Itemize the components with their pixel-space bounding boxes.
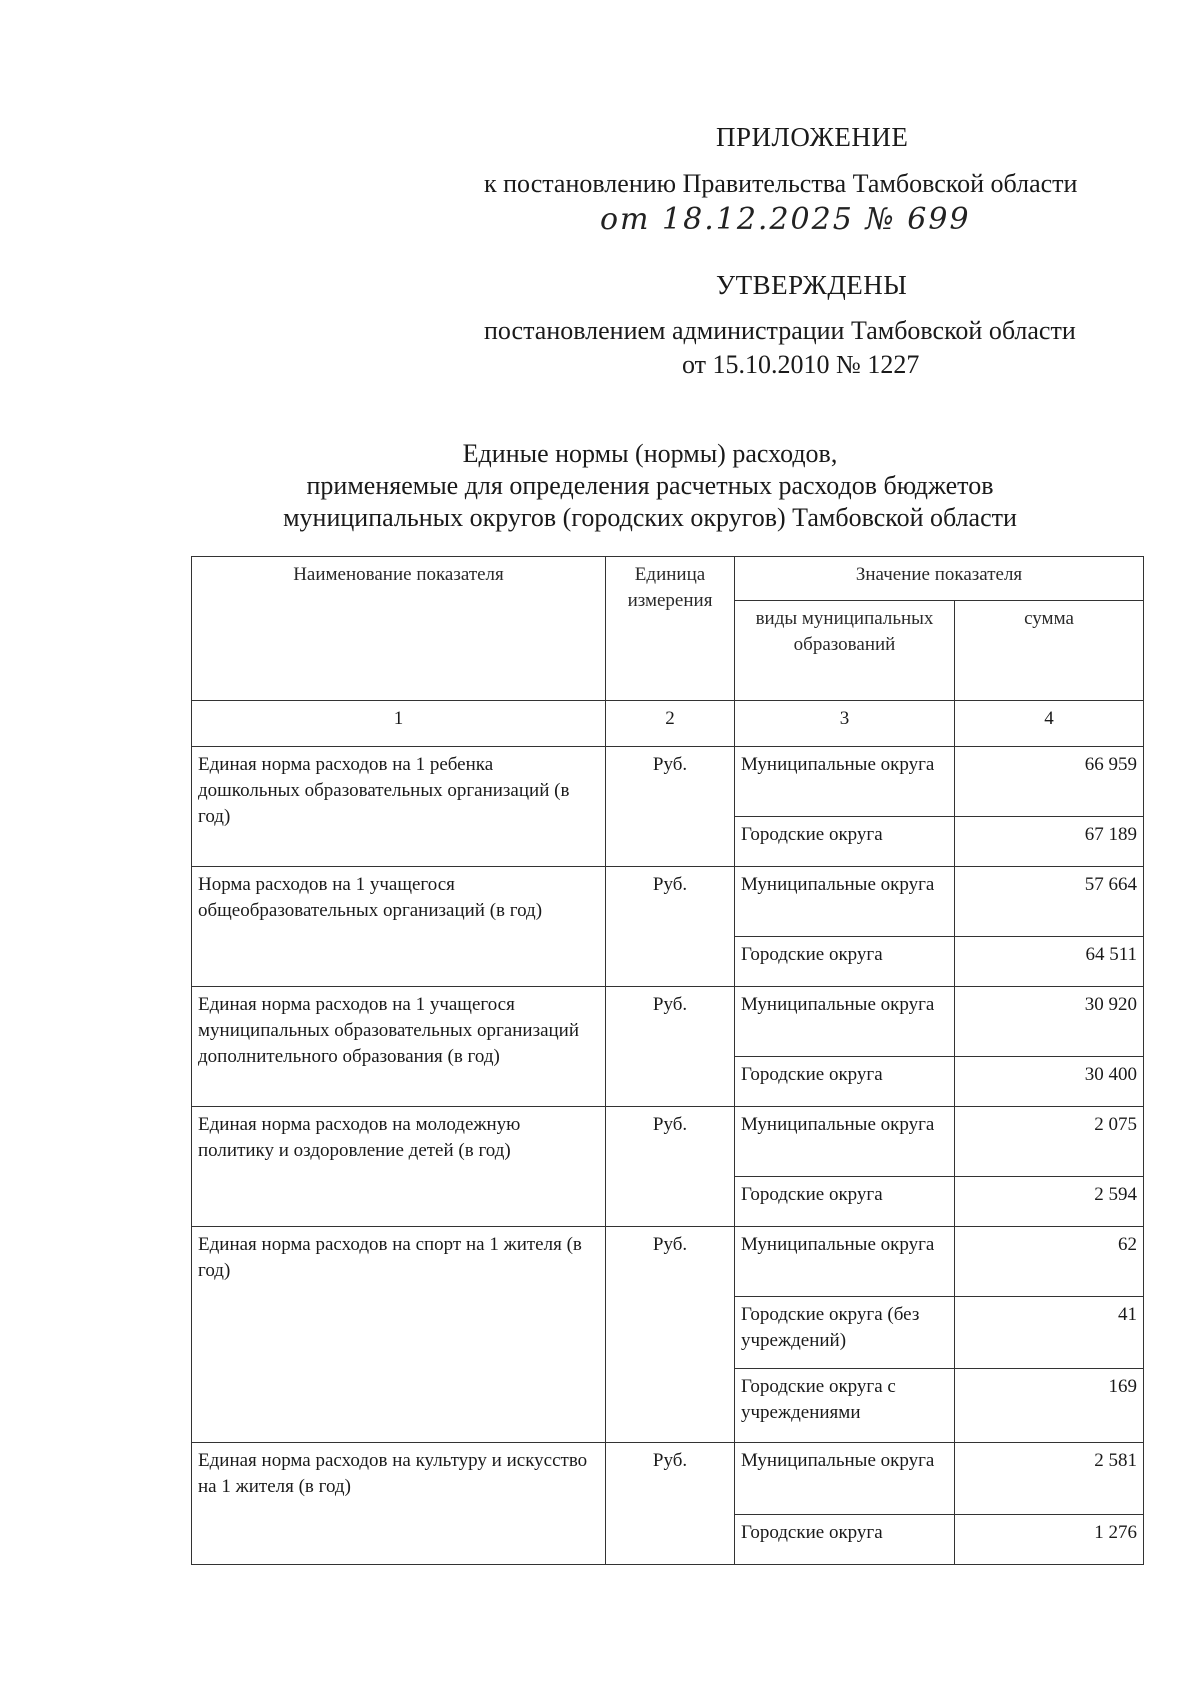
table-row bbox=[192, 1227, 1144, 1297]
row-name: Норма расходов на 1 учащегося общеобразовательных организаций (в год) bbox=[192, 867, 606, 987]
table-row bbox=[192, 1107, 1144, 1177]
row-sum: 169 bbox=[955, 1369, 1144, 1443]
row-type: Городские округа bbox=[735, 937, 955, 987]
row-type: Городские округа с учреждениями bbox=[735, 1369, 955, 1443]
handwritten-signature-date: от 18.12.2025 № 699 bbox=[600, 202, 971, 237]
norms-table bbox=[191, 556, 1144, 1565]
row-sum: 66 959 bbox=[955, 747, 1144, 817]
row-name: Единая норма расходов на 1 учащегося муниципальных образовательных организаций дополнительного образования (в год) bbox=[192, 987, 606, 1107]
row-type: Муниципальные округа bbox=[735, 987, 955, 1057]
col-number-4: 4 bbox=[955, 701, 1144, 747]
row-sum: 41 bbox=[955, 1297, 1144, 1369]
document-title bbox=[150, 438, 1150, 534]
row-sum: 2 594 bbox=[955, 1177, 1144, 1227]
row-unit: Руб. bbox=[606, 747, 735, 867]
row-unit: Руб. bbox=[606, 987, 735, 1107]
row-type: Городские округа bbox=[735, 1177, 955, 1227]
row-type: Городские округа bbox=[735, 1057, 955, 1107]
header-name: Наименование показателя bbox=[192, 557, 606, 701]
appendix-title: ПРИЛОЖЕНИЕ bbox=[716, 122, 909, 152]
row-type: Муниципальные округа bbox=[735, 1227, 955, 1297]
table-row bbox=[192, 987, 1144, 1057]
appendix-line: к постановлению Правительства Тамбовской области bbox=[484, 169, 1078, 198]
header-sum: сумма bbox=[955, 601, 1144, 701]
approved-line2: от 15.10.2010 № 1227 bbox=[682, 350, 920, 379]
row-unit: Руб. bbox=[606, 1443, 735, 1565]
row-unit: Руб. bbox=[606, 1227, 735, 1443]
row-sum: 62 bbox=[955, 1227, 1144, 1297]
header-types: виды муниципальных образований bbox=[735, 601, 955, 701]
table-row bbox=[192, 867, 1144, 937]
row-name: Единая норма расходов на 1 ребенка дошкольных образовательных организаций (в год) bbox=[192, 747, 606, 867]
document-title-line3: муниципальных округов (городских округов) Тамбовской области bbox=[283, 503, 1017, 532]
row-sum: 64 511 bbox=[955, 937, 1144, 987]
row-type: Муниципальные округа bbox=[735, 1107, 955, 1177]
col-number-1: 1 bbox=[192, 701, 606, 747]
approved-line1: постановлением администрации Тамбовской области bbox=[484, 316, 1076, 345]
row-type: Муниципальные округа bbox=[735, 747, 955, 817]
row-unit: Руб. bbox=[606, 867, 735, 987]
approved-title: УТВЕРЖДЕНЫ bbox=[716, 270, 908, 300]
row-sum: 67 189 bbox=[955, 817, 1144, 867]
row-type: Муниципальные округа bbox=[735, 1443, 955, 1515]
row-sum: 1 276 bbox=[955, 1515, 1144, 1565]
row-name: Единая норма расходов на молодежную политику и оздоровление детей (в год) bbox=[192, 1107, 606, 1227]
row-sum: 30 920 bbox=[955, 987, 1144, 1057]
row-type: Городские округа (без учреждений) bbox=[735, 1297, 955, 1369]
document-title-line1: Единые нормы (нормы) расходов, bbox=[462, 439, 838, 468]
row-name: Единая норма расходов на спорт на 1 жителя (в год) bbox=[192, 1227, 606, 1443]
row-sum: 57 664 bbox=[955, 867, 1144, 937]
row-type: Муниципальные округа bbox=[735, 867, 955, 937]
row-unit: Руб. bbox=[606, 1107, 735, 1227]
row-type: Городские округа bbox=[735, 817, 955, 867]
row-sum: 2 075 bbox=[955, 1107, 1144, 1177]
row-name: Единая норма расходов на культуру и искусство на 1 жителя (в год) bbox=[192, 1443, 606, 1565]
document-title-line2: применяемые для определения расчетных расходов бюджетов bbox=[306, 471, 994, 500]
table-row bbox=[192, 1443, 1144, 1515]
header-value: Значение показателя bbox=[735, 557, 1144, 601]
row-sum: 30 400 bbox=[955, 1057, 1144, 1107]
row-sum: 2 581 bbox=[955, 1443, 1144, 1515]
col-number-2: 2 bbox=[606, 701, 735, 747]
header-unit: Единица измерения bbox=[606, 557, 735, 701]
col-number-3: 3 bbox=[735, 701, 955, 747]
row-type: Городские округа bbox=[735, 1515, 955, 1565]
table-row bbox=[192, 747, 1144, 817]
